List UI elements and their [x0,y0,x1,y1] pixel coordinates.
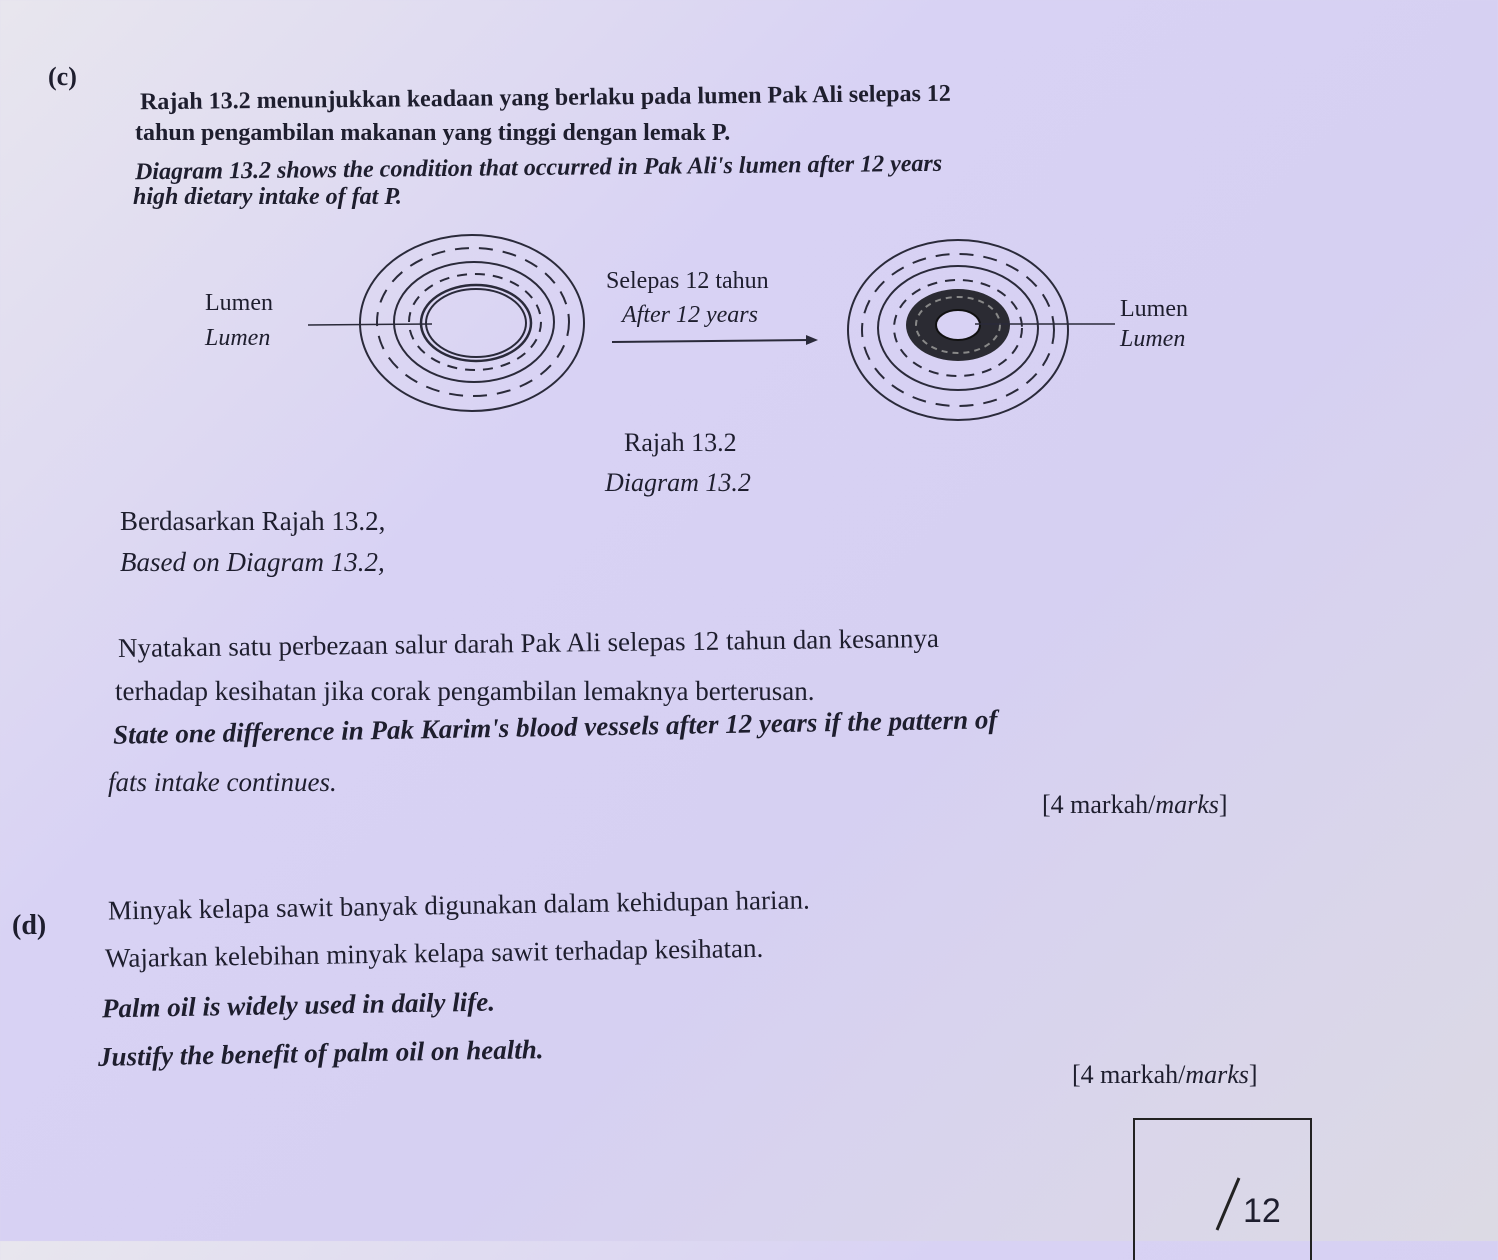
task-c-malay-line2: terhadap kesihatan jika corak pengambilan lemaknya berterusan. [115,676,815,706]
left-lumen-label-malay: Lumen [205,290,273,316]
right-lumen-label-english: Lumen [1120,326,1186,352]
fat-deposit [906,289,1010,361]
left-lumen-label-english: Lumen [205,325,271,351]
marks-prefix: [4 markah/ [1042,790,1156,819]
question-c-malay-line2: tahun pengambilan makanan yang tinggi dengan lemak P. [135,120,731,146]
question-d-malay-line1: Minyak kelapa sawit banyak digunakan dalam kehidupan harian. [107,884,810,926]
right-lumen-label-malay: Lumen [1120,296,1188,322]
score-slash-icon [1135,1120,1310,1260]
question-c-label: (c) [48,62,77,91]
question-c-english-line1: Diagram 13.2 shows the condition that occurred in Pak Ali's lumen after 12 years [134,150,943,186]
marks-word: marks [1155,790,1219,819]
score-box [1133,1118,1312,1260]
arrow-label-english: After 12 years [622,302,758,328]
diagram-caption-malay: Rajah 13.2 [624,428,737,457]
arrow-line [612,340,810,342]
question-d-english-line2: Justify the benefit of palm oil on health. [97,1034,544,1072]
task-c-marks [1042,790,1228,820]
task-c-english-line2: fats intake continues. [108,767,337,797]
marks-word: marks [1185,1060,1249,1089]
based-on-english: Based on Diagram 13.2, [120,547,385,577]
normal-blood-vessel [360,235,584,411]
based-on-malay: Berdasarkan Rajah 13.2, [120,506,386,536]
diagram-caption-english: Diagram 13.2 [605,468,751,497]
question-d-english-line1: Palm oil is widely used in daily life. [101,986,496,1024]
question-d-label: (d) [12,910,47,941]
question-d-marks [1072,1060,1258,1090]
arrow-label-malay: Selepas 12 tahun [606,268,769,294]
marks-prefix: [4 markah/ [1072,1060,1186,1089]
question-c-malay-line1: Rajah 13.2 menunjukkan keadaan yang berlaku pada lumen Pak Ali selepas 12 [139,80,951,116]
marks-suffix: ] [1248,1060,1258,1089]
arrow-head [806,335,818,345]
score-total: 12 [1243,1192,1281,1230]
question-c-english-line2: high dietary intake of fat P. [133,184,402,210]
task-c-malay-line1: Nyatakan satu perbezaan salur darah Pak Ali selepas 12 tahun dan kesannya [117,622,940,664]
left-lumen-pointer [308,324,432,325]
marks-suffix: ] [1218,790,1228,819]
question-d-malay-line2: Wajarkan kelebihan minyak kelapa sawit terhadap kesihatan. [104,932,764,974]
task-c-english-line1: State one difference in Pak Karim's blood vessels after 12 years if the pattern of [112,704,998,750]
